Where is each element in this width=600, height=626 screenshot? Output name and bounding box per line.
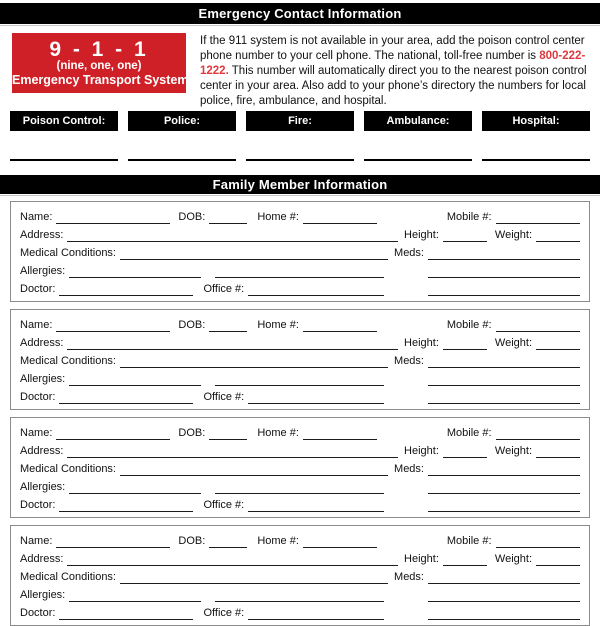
name-field-line[interactable] bbox=[56, 329, 170, 332]
weight-field-line[interactable] bbox=[536, 347, 580, 350]
medical-conditions-field-line[interactable] bbox=[120, 365, 388, 368]
allergies-continuation-line[interactable] bbox=[215, 275, 384, 278]
allergies-field-line[interactable] bbox=[69, 599, 201, 602]
allergies-continuation-line[interactable] bbox=[215, 599, 384, 602]
member-row-doctor bbox=[20, 386, 580, 404]
medical-conditions-field-line[interactable] bbox=[120, 257, 388, 260]
office-phone-field-line[interactable] bbox=[248, 293, 384, 296]
address-field-line[interactable] bbox=[67, 347, 398, 350]
office-phone-field-line[interactable] bbox=[248, 617, 384, 620]
doctor-label: Doctor: bbox=[20, 607, 56, 619]
meds-field-line[interactable] bbox=[428, 473, 580, 476]
family-section-title: Family Member Information bbox=[212, 177, 388, 192]
office-phone-label: Office #: bbox=[203, 499, 245, 511]
name-label: Name: bbox=[20, 535, 53, 547]
hospital-field-line[interactable] bbox=[482, 157, 590, 161]
instructions-text bbox=[200, 33, 590, 109]
member-row-identity bbox=[20, 206, 580, 224]
allergies-label: Allergies: bbox=[20, 373, 66, 385]
instructions-text-after: This number will automatically direct you to the nearest poison control center in your area. Also add to your phone’s directory the numbers for local police, fire, ambulance, and hospital. bbox=[200, 65, 587, 107]
doctor-field-line[interactable] bbox=[59, 509, 193, 512]
dob-field-line[interactable] bbox=[209, 221, 247, 224]
member-row-medical bbox=[20, 242, 580, 260]
mobile-phone-label: Mobile #: bbox=[446, 319, 492, 331]
member-row-allergies bbox=[20, 476, 580, 494]
meds-label: Meds: bbox=[394, 247, 424, 259]
weight-label: Weight: bbox=[494, 229, 532, 241]
mobile-phone-label: Mobile #: bbox=[446, 427, 492, 439]
meds-continuation-line-2[interactable] bbox=[428, 293, 580, 296]
allergies-field-line[interactable] bbox=[69, 275, 201, 278]
height-label: Height: bbox=[404, 337, 439, 349]
family-member-card bbox=[10, 201, 590, 302]
height-field-line[interactable] bbox=[443, 563, 487, 566]
member-row-doctor bbox=[20, 494, 580, 512]
address-label: Address: bbox=[20, 337, 64, 349]
mobile-phone-field-line[interactable] bbox=[496, 545, 580, 548]
meds-continuation-line[interactable] bbox=[428, 491, 580, 494]
name-label: Name: bbox=[20, 319, 53, 331]
height-label: Height: bbox=[404, 445, 439, 457]
police-field-line[interactable] bbox=[128, 157, 236, 161]
dob-label: DOB: bbox=[178, 535, 206, 547]
weight-label: Weight: bbox=[494, 445, 532, 457]
doctor-field-line[interactable] bbox=[59, 617, 193, 620]
dob-field-line[interactable] bbox=[209, 329, 247, 332]
home-phone-field-line[interactable] bbox=[303, 437, 377, 440]
home-phone-label: Home #: bbox=[257, 427, 299, 439]
medical-conditions-field-line[interactable] bbox=[120, 581, 388, 584]
name-field-line[interactable] bbox=[56, 437, 170, 440]
allergies-label: Allergies: bbox=[20, 481, 66, 493]
address-label: Address: bbox=[20, 229, 64, 241]
poison-control-phone-number: 800-222-1222. bbox=[200, 50, 586, 77]
section-header-family bbox=[0, 175, 600, 194]
contact-label-hospital: Hospital: bbox=[482, 111, 590, 131]
weight-field-line[interactable] bbox=[536, 239, 580, 242]
member-row-address bbox=[20, 440, 580, 458]
fire-field-line[interactable] bbox=[246, 157, 354, 161]
dob-label: DOB: bbox=[178, 427, 206, 439]
address-field-line[interactable] bbox=[67, 455, 398, 458]
member-row-medical bbox=[20, 350, 580, 368]
allergies-label: Allergies: bbox=[20, 265, 66, 277]
meds-continuation-line[interactable] bbox=[428, 383, 580, 386]
name-field-line[interactable] bbox=[56, 221, 170, 224]
member-row-address bbox=[20, 224, 580, 242]
member-row-doctor bbox=[20, 278, 580, 296]
contact-labels-row bbox=[10, 111, 590, 131]
emergency-911-box bbox=[12, 33, 189, 93]
contact-label-fire: Fire: bbox=[246, 111, 354, 131]
emergency-section-title: Emergency Contact Information bbox=[198, 6, 402, 21]
allergies-field-line[interactable] bbox=[69, 491, 201, 494]
meds-continuation-line-2[interactable] bbox=[428, 617, 580, 620]
address-field-line[interactable] bbox=[67, 239, 398, 242]
family-members bbox=[0, 201, 600, 626]
contact-label-poison-control: Poison Control: bbox=[10, 111, 118, 131]
medical-conditions-field-line[interactable] bbox=[120, 473, 388, 476]
doctor-label: Doctor: bbox=[20, 499, 56, 511]
contact-label-police: Police: bbox=[128, 111, 236, 131]
member-row-allergies bbox=[20, 584, 580, 602]
family-member-card bbox=[10, 309, 590, 410]
weight-field-line[interactable] bbox=[536, 563, 580, 566]
address-label: Address: bbox=[20, 445, 64, 457]
emergency-number-words: (nine, one, one) bbox=[56, 59, 142, 72]
member-row-address bbox=[20, 548, 580, 566]
name-field-line[interactable] bbox=[56, 545, 170, 548]
allergies-continuation-line[interactable] bbox=[215, 383, 384, 386]
office-phone-field-line[interactable] bbox=[248, 401, 384, 404]
meds-label: Meds: bbox=[394, 463, 424, 475]
mobile-phone-label: Mobile #: bbox=[446, 211, 492, 223]
height-field-line[interactable] bbox=[443, 347, 487, 350]
dob-field-line[interactable] bbox=[209, 545, 247, 548]
address-field-line[interactable] bbox=[67, 563, 398, 566]
office-phone-label: Office #: bbox=[203, 607, 245, 619]
height-field-line[interactable] bbox=[443, 455, 487, 458]
meds-continuation-line-2[interactable] bbox=[428, 401, 580, 404]
allergies-field-line[interactable] bbox=[69, 383, 201, 386]
poison-control-field-line[interactable] bbox=[10, 157, 118, 161]
home-phone-label: Home #: bbox=[257, 319, 299, 331]
intro-section bbox=[0, 26, 600, 109]
medical-conditions-label: Medical Conditions: bbox=[20, 571, 116, 583]
office-phone-label: Office #: bbox=[203, 283, 245, 295]
meds-field-line[interactable] bbox=[428, 257, 580, 260]
mobile-phone-label: Mobile #: bbox=[446, 535, 492, 547]
contact-label-ambulance: Ambulance: bbox=[364, 111, 472, 131]
doctor-label: Doctor: bbox=[20, 391, 56, 403]
doctor-label: Doctor: bbox=[20, 283, 56, 295]
section-header-emergency bbox=[0, 3, 600, 24]
member-row-allergies bbox=[20, 260, 580, 278]
home-phone-field-line[interactable] bbox=[303, 329, 377, 332]
medical-conditions-label: Medical Conditions: bbox=[20, 355, 116, 367]
height-label: Height: bbox=[404, 553, 439, 565]
meds-field-line[interactable] bbox=[428, 365, 580, 368]
family-member-card bbox=[10, 525, 590, 626]
meds-label: Meds: bbox=[394, 355, 424, 367]
allergies-label: Allergies: bbox=[20, 589, 66, 601]
medical-conditions-label: Medical Conditions: bbox=[20, 463, 116, 475]
meds-continuation-line-2[interactable] bbox=[428, 509, 580, 512]
medical-conditions-label: Medical Conditions: bbox=[20, 247, 116, 259]
member-row-identity bbox=[20, 314, 580, 332]
home-phone-label: Home #: bbox=[257, 535, 299, 547]
doctor-field-line[interactable] bbox=[59, 401, 193, 404]
divider bbox=[0, 195, 600, 196]
instructions-text-before: If the 911 system is not available in your area, add the poison control center phone number to your cell phone. The national, toll-free number is bbox=[200, 35, 585, 62]
emergency-transport-label: Emergency Transport System bbox=[12, 72, 189, 87]
office-phone-field-line[interactable] bbox=[248, 509, 384, 512]
weight-label: Weight: bbox=[494, 553, 532, 565]
home-phone-field-line[interactable] bbox=[303, 545, 377, 548]
meds-label: Meds: bbox=[394, 571, 424, 583]
mobile-phone-field-line[interactable] bbox=[496, 221, 580, 224]
member-row-identity bbox=[20, 422, 580, 440]
name-label: Name: bbox=[20, 211, 53, 223]
member-row-identity bbox=[20, 530, 580, 548]
meds-field-line[interactable] bbox=[428, 581, 580, 584]
home-phone-field-line[interactable] bbox=[303, 221, 377, 224]
emergency-number: 9 - 1 - 1 bbox=[49, 37, 149, 61]
height-field-line[interactable] bbox=[443, 239, 487, 242]
doctor-field-line[interactable] bbox=[59, 293, 193, 296]
member-row-allergies bbox=[20, 368, 580, 386]
meds-continuation-line[interactable] bbox=[428, 599, 580, 602]
dob-field-line[interactable] bbox=[209, 437, 247, 440]
height-label: Height: bbox=[404, 229, 439, 241]
weight-field-line[interactable] bbox=[536, 455, 580, 458]
address-label: Address: bbox=[20, 553, 64, 565]
member-row-address bbox=[20, 332, 580, 350]
member-row-medical bbox=[20, 566, 580, 584]
contact-lines-row bbox=[10, 157, 590, 161]
member-row-doctor bbox=[20, 602, 580, 620]
ambulance-field-line[interactable] bbox=[364, 157, 472, 161]
mobile-phone-field-line[interactable] bbox=[496, 437, 580, 440]
home-phone-label: Home #: bbox=[257, 211, 299, 223]
mobile-phone-field-line[interactable] bbox=[496, 329, 580, 332]
allergies-continuation-line[interactable] bbox=[215, 491, 384, 494]
family-member-card bbox=[10, 417, 590, 518]
dob-label: DOB: bbox=[178, 211, 206, 223]
member-row-medical bbox=[20, 458, 580, 476]
name-label: Name: bbox=[20, 427, 53, 439]
dob-label: DOB: bbox=[178, 319, 206, 331]
weight-label: Weight: bbox=[494, 337, 532, 349]
office-phone-label: Office #: bbox=[203, 391, 245, 403]
meds-continuation-line[interactable] bbox=[428, 275, 580, 278]
